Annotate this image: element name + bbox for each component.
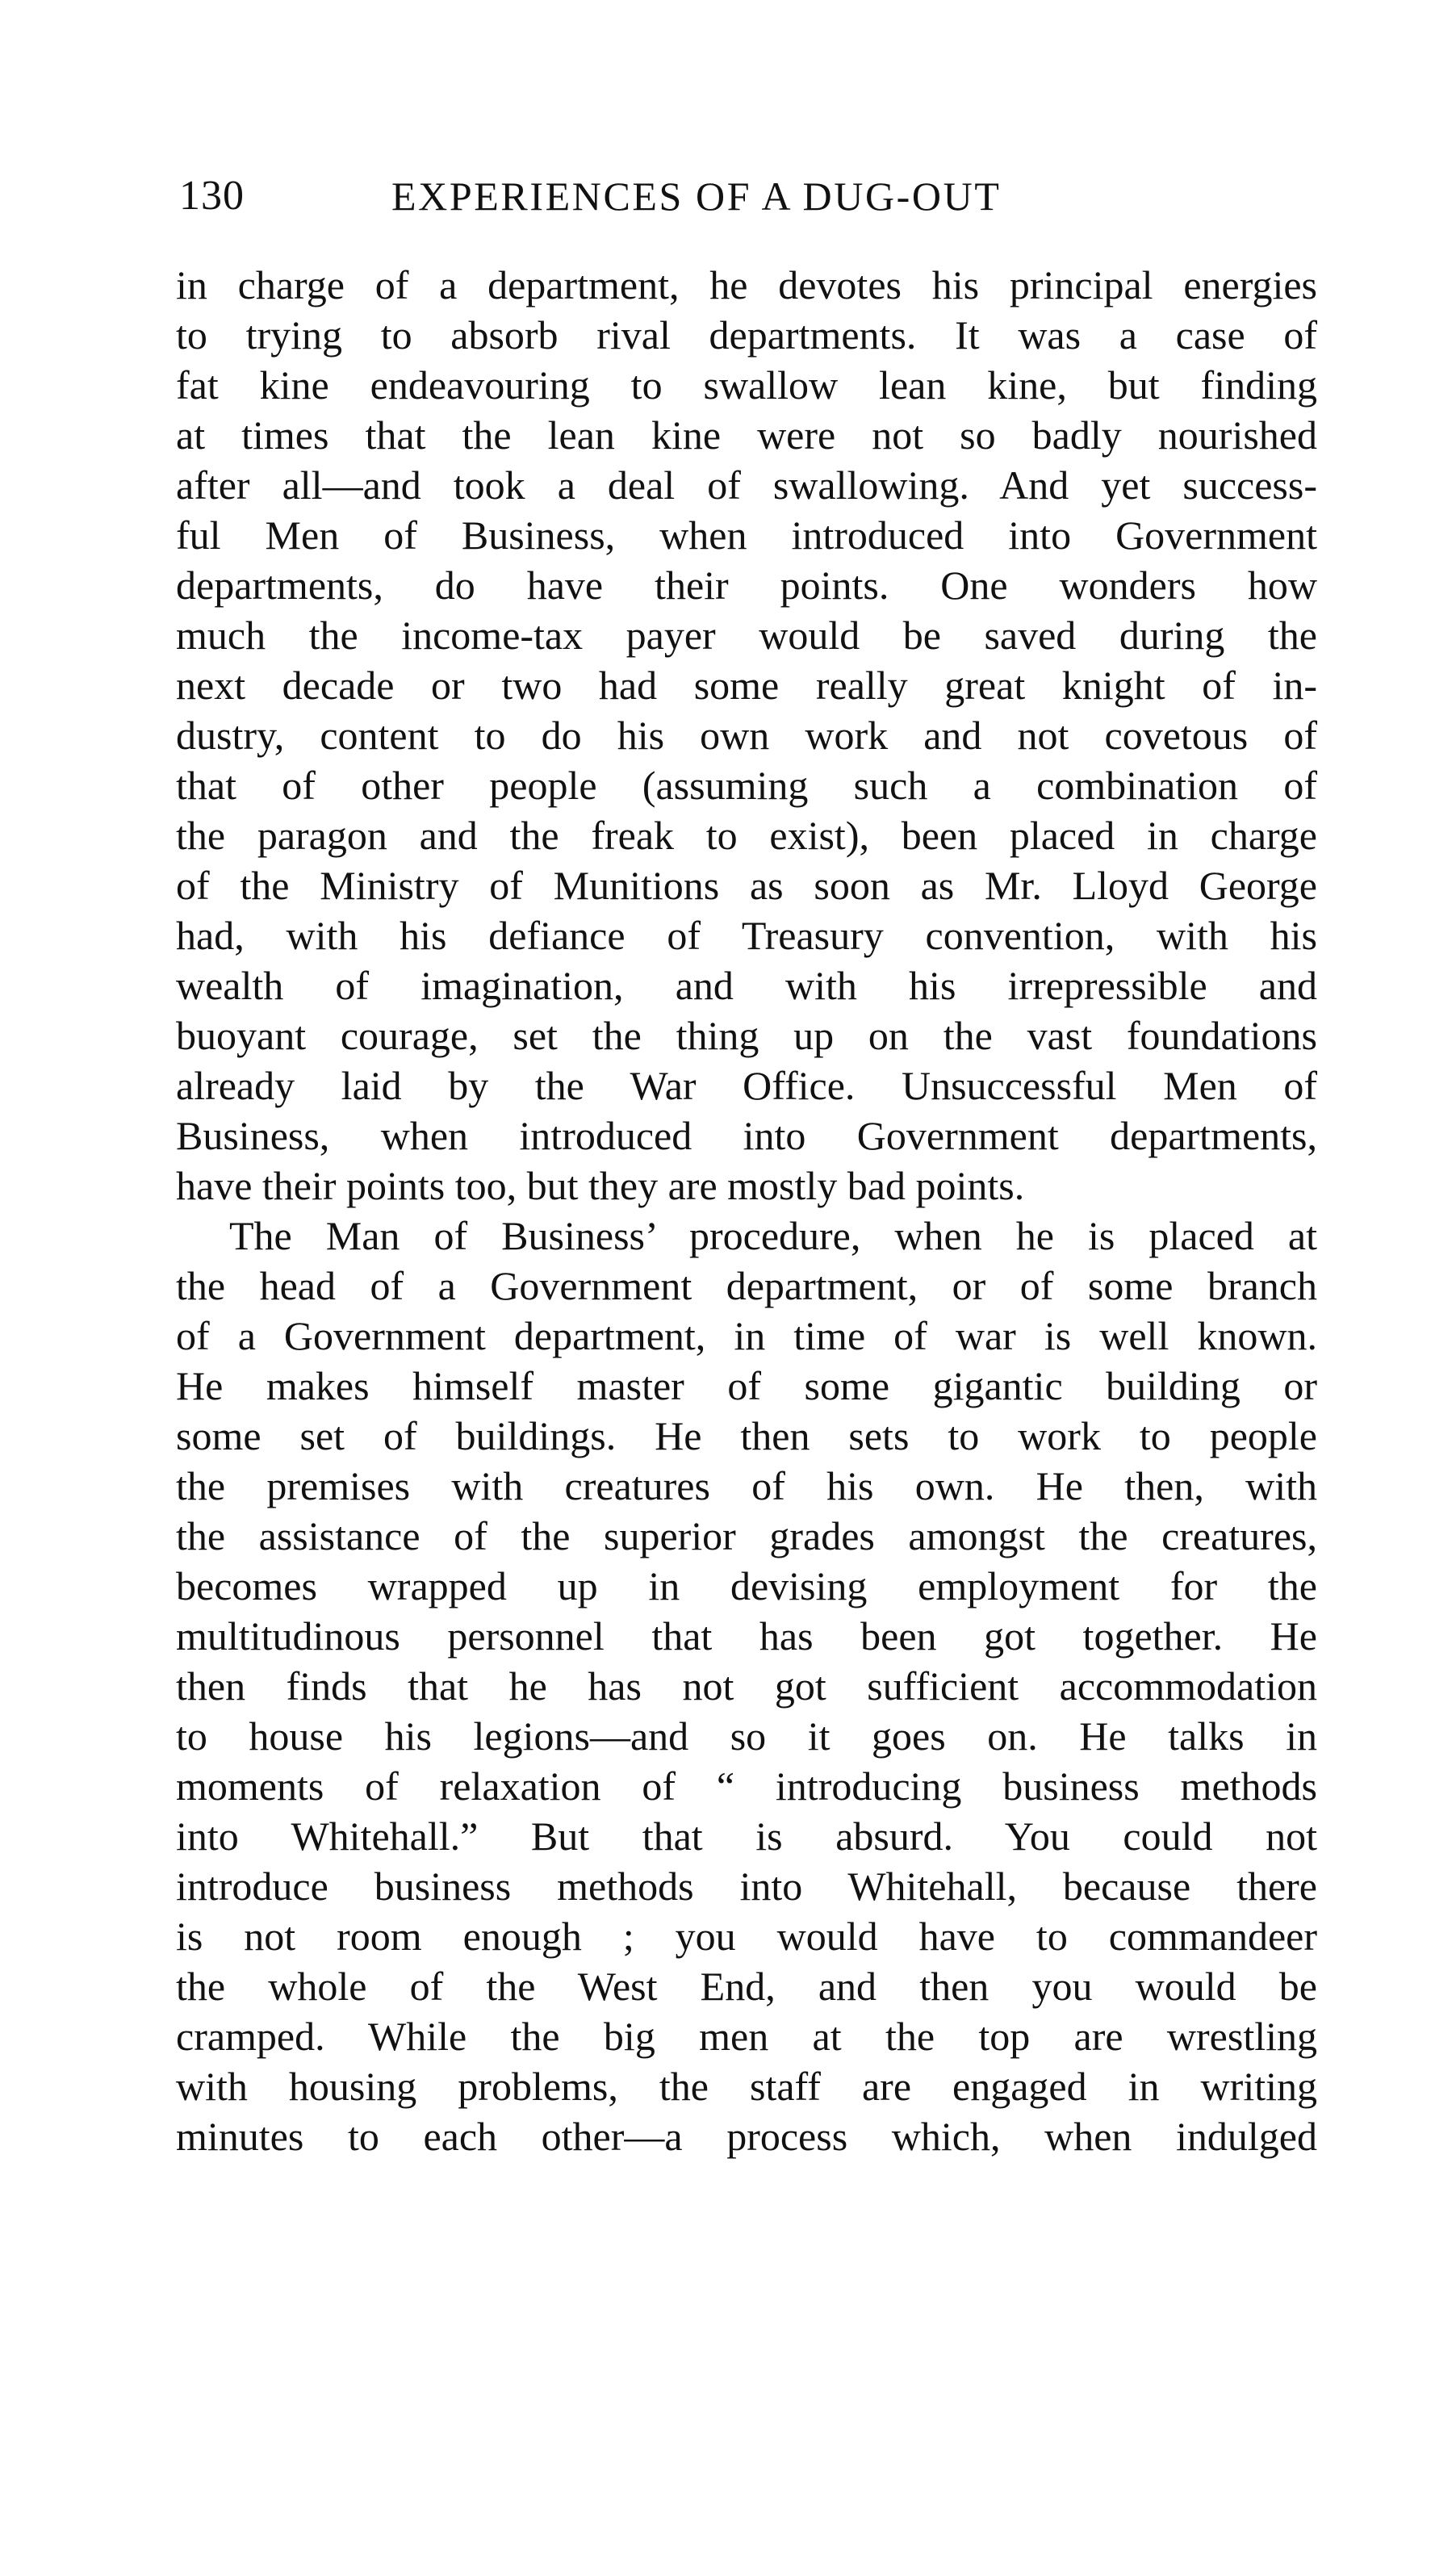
text-line: that of other people (assuming such a combination of [176,763,1317,808]
text-line: multitudinous personnel that has been got together. He [176,1613,1317,1659]
text-line: departments, do have their points. One wonders how [176,563,1317,608]
text-line: is not room enough ; you would have to commandeer [176,1914,1317,1959]
text-line: of the Ministry of Munitions as soon as Mr. Lloyd George [176,863,1317,908]
text-line: to trying to absorb rival departments. It was a case of [176,312,1317,358]
text-line: after all—and took a deal of swallowing. And yet success- [176,462,1317,508]
text-line: dustry, content to do his own work and not covetous of [176,713,1317,758]
text-line: then finds that he has not got sufficient accommodation [176,1663,1317,1709]
text-line: He makes himself master of some gigantic building or [176,1363,1317,1408]
text-line: wealth of imagination, and with his irrepressible and [176,963,1317,1008]
text-line: already laid by the War Office. Unsuccessful Men of [176,1063,1317,1108]
text-line: the whole of the West End, and then you would be [176,1964,1317,2009]
body-text [176,260,1317,2161]
text-line: becomes wrapped up in devising employment for the [176,1563,1317,1608]
text-line: cramped. While the big men at the top are wrestling [176,2014,1317,2059]
paragraph-1 [176,260,1317,1211]
text-line: the premises with creatures of his own. He then, with [176,1463,1317,1508]
text-line: the paragon and the freak to exist), been placed in charge [176,813,1317,858]
text-line: the assistance of the superior grades amongst the creatures, [176,1513,1317,1558]
text-line: into Whitehall.” But that is absurd. You could not [176,1813,1317,1859]
text-line: with housing problems, the staff are engaged in writing [176,2064,1317,2109]
text-line: moments of relaxation of “ introducing business methods [176,1763,1317,1809]
text-line: fat kine endeavouring to swallow lean kine, but finding [176,362,1317,408]
running-title: EXPERIENCES OF A DUG-OUT [391,174,1002,219]
text-line: of a Government department, in time of war is well known. [176,1313,1317,1358]
text-line: much the income-tax payer would be saved during the [176,613,1317,658]
paragraph-2 [176,1211,1317,2161]
text-line: have their points too, but they are mostly bad points. [176,1163,1025,1208]
text-line: next decade or two had some really great knight of in- [176,663,1317,708]
text-line: had, with his defiance of Treasury convention, with his [176,913,1317,958]
text-line: the head of a Government department, or of some branch [176,1263,1317,1308]
text-line: at times that the lean kine were not so badly nourished [176,412,1317,458]
running-head [179,168,1317,224]
text-line: introduce business methods into Whitehall, because there [176,1864,1317,1909]
text-line: The Man of Business’ procedure, when he is placed at [229,1213,1317,1258]
page-number: 130 [179,173,245,219]
text-line: to house his legions—and so it goes on. He talks in [176,1713,1317,1759]
text-line: buoyant courage, set the thing up on the vast foundations [176,1013,1317,1058]
text-line: some set of buildings. He then sets to work to people [176,1413,1317,1458]
text-line: minutes to each other—a process which, when indulged [176,2114,1317,2159]
text-line: ful Men of Business, when introduced into Government [176,512,1317,558]
text-line: Business, when introduced into Government departments, [176,1113,1317,1158]
text-line: in charge of a department, he devotes his principal energies [176,262,1317,307]
